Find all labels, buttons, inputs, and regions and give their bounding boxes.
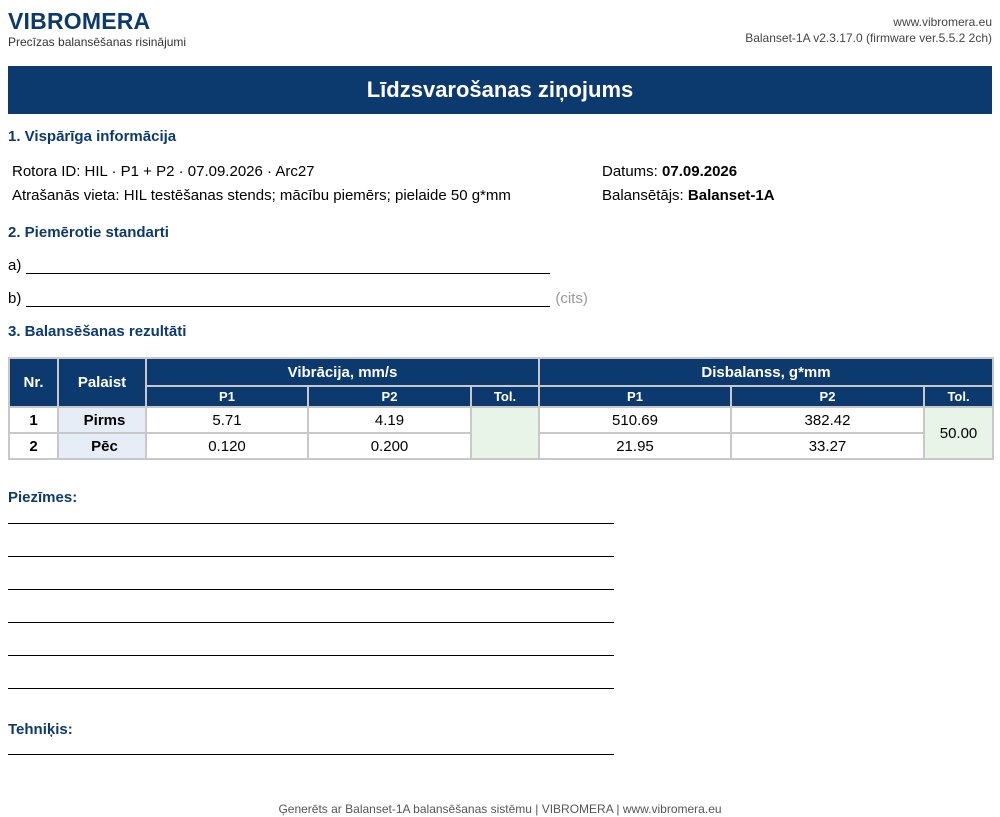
brand-logo-text: VIBROMERA [8,8,151,34]
unb-p2-header: P2 [731,386,924,407]
header-meta [745,14,992,46]
report-title: Līdzsvarošanas ziņojums [8,66,992,114]
notes-line [8,523,614,524]
vib-p2-header: P2 [308,386,471,407]
standard-b-row [8,290,588,307]
notes-line [8,589,614,590]
col-nr-header: Nr. [9,358,58,407]
standard-a-label: a) [8,257,22,274]
table-row [9,407,993,433]
unb-tol-header: Tol. [924,386,993,407]
notes-heading: Piezīmes: [8,489,78,506]
section-standards-heading: 2. Piemērotie standarti [8,224,169,241]
date-label: Datums: [602,163,658,180]
row-nr: 2 [9,433,58,459]
brand-block [8,8,186,50]
col-run-header: Palaist [58,358,146,407]
standard-b-line [26,291,550,307]
row-nr: 1 [9,407,58,433]
brand-tagline: Precīzas balansēšanas risinājumi [8,35,187,49]
unb-tol-cell: 50.00 [924,407,993,459]
table-subheader-row [9,386,993,407]
standard-b-label: b) [8,290,22,307]
rotor-info [12,160,315,184]
vib-tol-header: Tol. [471,386,539,407]
vib-p1-header: P1 [146,386,308,407]
section-results-heading: 3. Balansēšanas rezultāti [8,323,187,340]
date-value: 07.09.2026 [662,163,738,180]
standard-a-line [26,258,550,274]
table-header-row [9,358,993,386]
vib-p2-cell: 0.200 [308,433,471,459]
software-version: Balanset-1A v2.3.17.0 (firmware ver.5.5.2 2ch) [745,31,992,45]
vib-p1-cell: 5.71 [146,407,308,433]
unb-p1-header: P1 [539,386,731,407]
unb-p1-cell: 510.69 [539,407,731,433]
date-info [602,160,737,184]
location-value: HIL testēšanas stends; mācību piemērs; pielaide 50 g*mm [123,187,511,204]
balancer-info [602,184,775,208]
col-vibration-header: Vibrācija, mm/s [146,358,539,386]
notes-line [8,622,614,623]
website-text: www.vibromera.eu [893,15,992,29]
location-label: Atrašanās vieta: [12,187,120,204]
rotor-value: HIL · P1 + P2 · 07.09.2026 · Arc27 [84,163,315,180]
results-table [8,357,994,460]
standard-b-note: (cits) [555,290,588,307]
balancer-label: Balansētājs: [602,187,684,204]
vib-tol-cell [471,407,539,459]
row-run: Pēc [58,433,146,459]
vib-p1-cell: 0.120 [146,433,308,459]
standard-a-row [8,257,550,274]
col-unbalance-header: Disbalanss, g*mm [539,358,993,386]
unb-p2-cell: 33.27 [731,433,924,459]
technician-signature-line [8,754,614,755]
unb-p1-cell: 21.95 [539,433,731,459]
row-run: Pirms [58,407,146,433]
technician-heading: Tehniķis: [8,721,73,738]
notes-line [8,688,614,689]
unb-p2-cell: 382.42 [731,407,924,433]
section-general-heading: 1. Vispārīga informācija [8,128,177,145]
notes-line [8,655,614,656]
vib-p2-cell: 4.19 [308,407,471,433]
location-info [12,184,511,208]
page-footer: Ģenerēts ar Balanset-1A balansēšanas sistēmu | VIBROMERA | www.vibromera.eu [278,802,722,816]
balancer-value: Balanset-1A [687,187,775,204]
notes-line [8,556,614,557]
rotor-label: Rotora ID: [12,163,81,180]
